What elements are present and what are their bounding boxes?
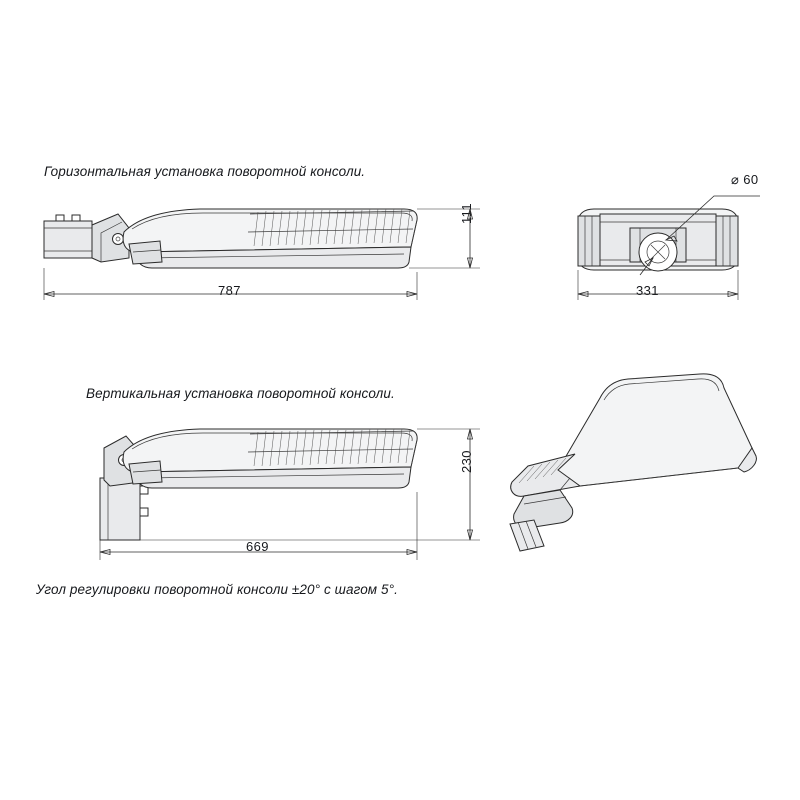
caption-vertical-mount: Вертикальная установка поворотной консоли. <box>86 386 395 401</box>
dimension-line-111 <box>409 209 480 268</box>
dimension-width-front: 331 <box>636 283 659 298</box>
dimension-length-vertical: 669 <box>246 539 269 554</box>
dimension-height-horizontal: 111 <box>459 203 474 224</box>
dimension-line-669 <box>100 492 417 560</box>
luminaire-front-view <box>578 196 760 275</box>
caption-horizontal-mount: Горизонтальная установка поворотной консоли. <box>44 164 366 179</box>
dimension-line-787 <box>44 268 417 300</box>
luminaire-side-view-vertical <box>100 429 417 540</box>
dimension-length-horizontal: 787 <box>218 283 241 298</box>
dimension-mount-diameter: ⌀ 60 <box>731 172 759 187</box>
dimension-line-331 <box>578 270 738 300</box>
luminaire-side-view-horizontal <box>44 209 417 268</box>
caption-adjustment-angle: Угол регулировки поворотной консоли ±20° с шагом 5°. <box>36 582 398 597</box>
dimension-height-vertical: 230 <box>459 450 474 473</box>
luminaire-perspective-view <box>510 374 756 551</box>
